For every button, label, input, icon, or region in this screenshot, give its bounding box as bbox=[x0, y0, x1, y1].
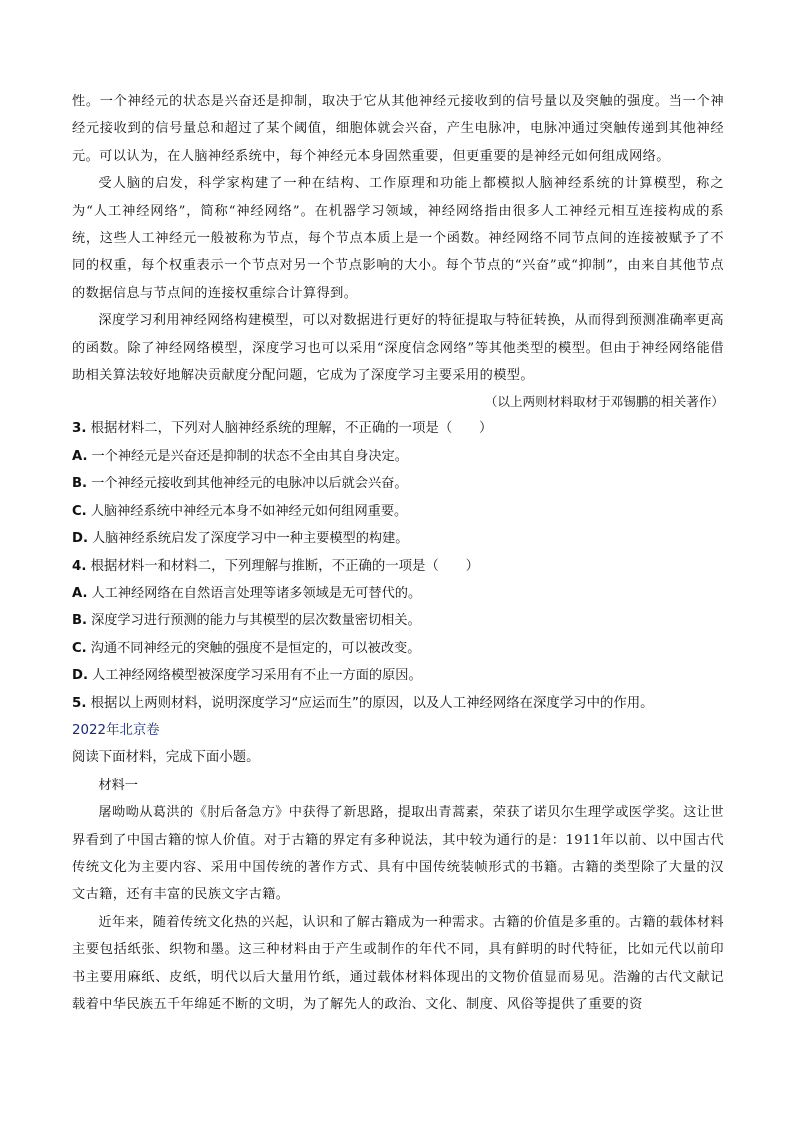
question-3-stem: 根据材料二，下列对人脑神经系统的理解，不正确的一项是（ ） bbox=[90, 421, 493, 437]
option-letter: C. bbox=[72, 503, 87, 519]
option-text: 人工神经网络在自然语言处理等诸多领域是无可替代的。 bbox=[91, 585, 422, 601]
question-3-option-d bbox=[72, 525, 724, 552]
option-text: 人脑神经系统中神经元本身不如神经元如何组网重要。 bbox=[90, 503, 408, 519]
question-4 bbox=[72, 553, 724, 580]
option-letter: A. bbox=[72, 585, 88, 601]
question-5-stem: 根据以上两则材料，说明深度学习“应运而生”的原因，以及人工神经网络在深度学习中的作用。 bbox=[90, 695, 654, 711]
material2-paragraph-2: 受人脑的启发，科学家构建了一种在结构、工作原理和功能上都模拟人脑神经系统的计算模型，称之为“人工神经网络”，简称“神经网络”。在机器学习领域，神经网络指由很多人工神经元相互连接构成的系统，这些人工神经元一般被称为节点，每个节点本质上是一个函数。神经网络不同节点间的连接被赋予了不同的权重，每个权重表示一个节点对另一个节点影响的大小。每个节点的“兴奋”或“抑制”，由来自其他节点的数据信息与节点间的连接权重综合计算得到。 bbox=[72, 176, 724, 301]
question-4-option-c bbox=[72, 635, 724, 662]
question-4-number: 4. bbox=[72, 558, 87, 574]
question-4-option-a bbox=[72, 580, 724, 607]
question-3-option-b bbox=[72, 470, 724, 497]
question-4-stem: 根据材料一和材料二，下列理解与推断，不正确的一项是（ ） bbox=[90, 558, 479, 574]
material-source-note: （以上两则材料取材于邓锡鹏的相关著作） bbox=[484, 394, 724, 410]
option-text: 人脑神经系统启发了深度学习中一种主要模型的构建。 bbox=[91, 531, 409, 547]
exam-year-heading: 2022年北京卷 bbox=[72, 722, 160, 738]
material1-paragraph-1: 屠呦呦从葛洪的《肘后备急方》中获得了新思路，提取出青蒿素，荣获了诺贝尔生理学或医学奖。这让世界看到了中国古籍的惊人价值。对于古籍的界定有多种说法，其中较为通行的是：1911年以前、以中国古代传统文化为主要内容、采用中国传统的著作方式、具有中国传统装帧形式的书籍。古籍的类型除了大量的汉文古籍，还有丰富的民族文字古籍。 bbox=[72, 805, 724, 903]
material1-paragraph-2: 近年来，随着传统文化热的兴起，认识和了解古籍成为一种需求。古籍的价值是多重的。古籍的载体材料主要包括纸张、织物和墨。这三种材料由于产生或制作的年代不同，具有鲜明的时代特征，比如元代以前印书主要用麻纸、皮纸，明代以后大量用竹纸，通过载体材料体现出的文物价值显而易见。浩瀚的古代文献记载着中华民族五千年绵延不断的文明，为了解先人的政治、文化、制度、风俗等提供了重要的资 bbox=[72, 914, 724, 1012]
option-letter: A. bbox=[72, 448, 88, 464]
question-4-option-d bbox=[72, 662, 724, 689]
material1-label: 材料一 bbox=[98, 777, 138, 793]
question-5-number: 5. bbox=[72, 695, 87, 711]
option-letter: D. bbox=[72, 531, 88, 547]
option-letter: C. bbox=[72, 640, 87, 656]
option-text: 一个神经元接收到其他神经元的电脉冲以后就会兴奋。 bbox=[91, 476, 408, 492]
reading-instruction: 阅读下面材料，完成下面小题。 bbox=[72, 750, 260, 766]
option-letter: B. bbox=[72, 613, 88, 629]
material2-paragraph-3: 深度学习利用神经网络构建模型，可以对数据进行更好的特征提取与特征转换，从而得到预测准确率更高的函数。除了神经网络模型，深度学习也可以采用“深度信念网络”等其他类型的模型。但由于神经网络能借助相关算法较好地解决贡献度分配问题，它成为了深度学习主要采用的模型。 bbox=[72, 313, 724, 384]
document-body bbox=[72, 88, 724, 1018]
option-text: 沟通不同神经元的突触的强度不是恒定的，可以被改变。 bbox=[90, 640, 421, 656]
option-text: 人工神经网络模型被深度学习采用有不止一方面的原因。 bbox=[91, 668, 422, 684]
option-letter: B. bbox=[72, 476, 88, 492]
material2-paragraph-1: 性。一个神经元的状态是兴奋还是抑制，取决于它从其他神经元接收到的信号量以及突触的强度。当一个神经元接收到的信号量总和超过了某个阈值，细胞体就会兴奋，产生电脉冲，电脉冲通过突触传递到其他神经元。可以认为，在人脑神经系统中，每个神经元本身固然重要，但更重要的是神经元如何组成网络。 bbox=[72, 94, 724, 164]
question-4-option-b bbox=[72, 607, 724, 634]
question-3-option-c bbox=[72, 498, 724, 525]
question-5 bbox=[72, 690, 724, 717]
option-letter: D. bbox=[72, 668, 88, 684]
option-text: 深度学习进行预测的能力与其模型的层次数量密切相关。 bbox=[91, 613, 421, 629]
question-3-number: 3. bbox=[72, 421, 87, 437]
question-3 bbox=[72, 415, 724, 442]
question-3-option-a bbox=[72, 443, 724, 470]
option-text: 一个神经元是兴奋还是抑制的状态不全由其自身决定。 bbox=[91, 448, 408, 464]
